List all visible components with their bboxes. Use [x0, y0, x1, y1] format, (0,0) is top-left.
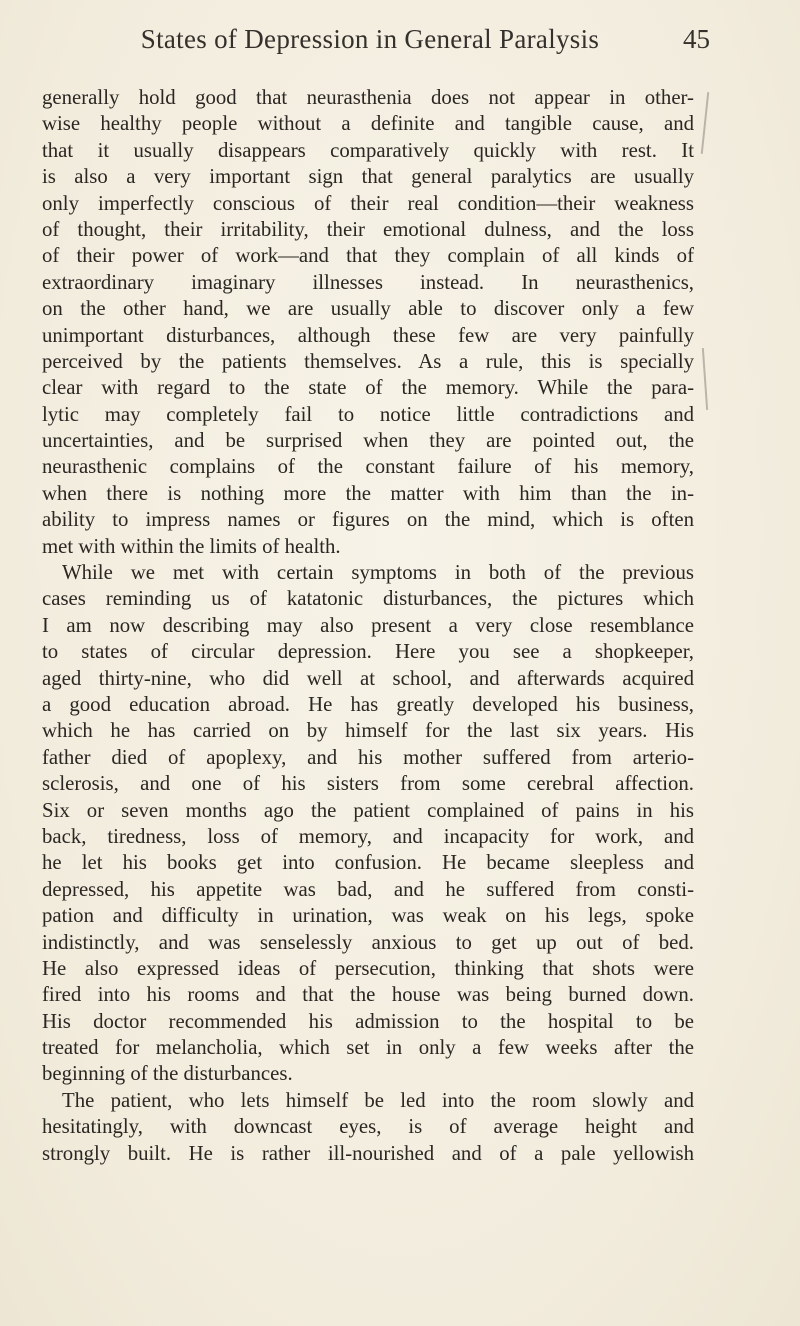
margin-mark [702, 348, 708, 410]
text-line: ability to impress names or figures on the mind, which is often [42, 508, 694, 532]
body-text [42, 85, 694, 1167]
text-line: Six or seven months ago the patient complained of pains in his [42, 798, 694, 822]
text-line: to states of circular depression. Here you see a shopkeeper, [42, 640, 694, 664]
text-line: hesitatingly, with downcast eyes, is of average height and [42, 1115, 694, 1139]
text-line: His doctor recommended his admission to the hospital to be [42, 1009, 694, 1033]
page-header [90, 24, 710, 68]
text-line: of their power of work—and that they complain of all kinds of [42, 244, 694, 268]
text-line: cases reminding us of katatonic disturbances, the pictures which [42, 587, 694, 611]
text-line: he let his books get into confusion. He became sleepless and [42, 851, 694, 875]
text-line: met with within the limits of health. [42, 534, 341, 558]
text-line: when there is nothing more the matter with him than the in- [42, 481, 694, 505]
text-line: perceived by the patients themselves. As a rule, this is specially [42, 349, 694, 373]
text-line: uncertainties, and be surprised when they are pointed out, the [42, 429, 694, 453]
text-line: which he has carried on by himself for the last six years. His [42, 719, 694, 743]
margin-mark [701, 92, 709, 154]
page-number: 45 [683, 24, 710, 54]
text-line: depressed, his appetite was bad, and he suffered from consti- [42, 877, 694, 901]
text-line: only imperfectly conscious of their real condition—their weakness [42, 191, 694, 215]
text-line: of thought, their irritability, their emotional dulness, and the loss [42, 217, 694, 241]
text-line: generally hold good that neurasthenia does not appear in other- [42, 86, 694, 109]
text-line: unimportant disturbances, although these few are very painfully [42, 323, 694, 347]
text-line: is also a very important sign that general paralytics are usually [42, 165, 694, 189]
running-title: States of Depression in General Paralysis [140, 24, 600, 54]
text-line: neurasthenic complains of the constant failure of his memory, [42, 455, 694, 479]
text-line: back, tiredness, loss of memory, and incapacity for work, and [42, 824, 694, 848]
text-line: strongly built. He is rather ill-nourished and of a pale yellowish [42, 1141, 694, 1165]
text-line: fired into his rooms and that the house was being burned down. [42, 983, 694, 1007]
margin-marks [700, 90, 720, 410]
text-line: He also expressed ideas of persecution, thinking that shots were [42, 956, 694, 980]
text-line: treated for melancholia, which set in only a few weeks after the [42, 1036, 694, 1060]
text-line: a good education abroad. He has greatly developed his business, [42, 692, 694, 716]
text-line: The patient, who lets himself be led into the room slowly and [62, 1088, 694, 1112]
text-line: beginning of the disturbances. [42, 1062, 293, 1086]
text-line: sclerosis, and one of his sisters from some cerebral affection. [42, 772, 694, 796]
text-line: wise healthy people without a definite and tangible cause, and [42, 112, 694, 136]
text-line: While we met with certain symptoms in both of the previous [62, 561, 694, 585]
text-line: lytic may completely fail to notice little contradictions and [42, 402, 694, 426]
text-line: I am now describing may also present a very close resemblance [42, 613, 694, 637]
text-line: extraordinary imaginary illnesses instead. In neurasthenics, [42, 270, 694, 294]
text-line: aged thirty-nine, who did well at school, and afterwards acquired [42, 666, 694, 690]
text-line: father died of apoplexy, and his mother suffered from arterio- [42, 745, 694, 769]
text-line: clear with regard to the state of the memory. While the para- [42, 376, 694, 400]
text-line: on the other hand, we are usually able to discover only a few [42, 297, 694, 321]
text-line: indistinctly, and was senselessly anxious to get up out of bed. [42, 930, 694, 954]
text-line: pation and difficulty in urination, was weak on his legs, spoke [42, 904, 694, 928]
text-line: that it usually disappears comparatively quickly with rest. It [42, 138, 694, 162]
